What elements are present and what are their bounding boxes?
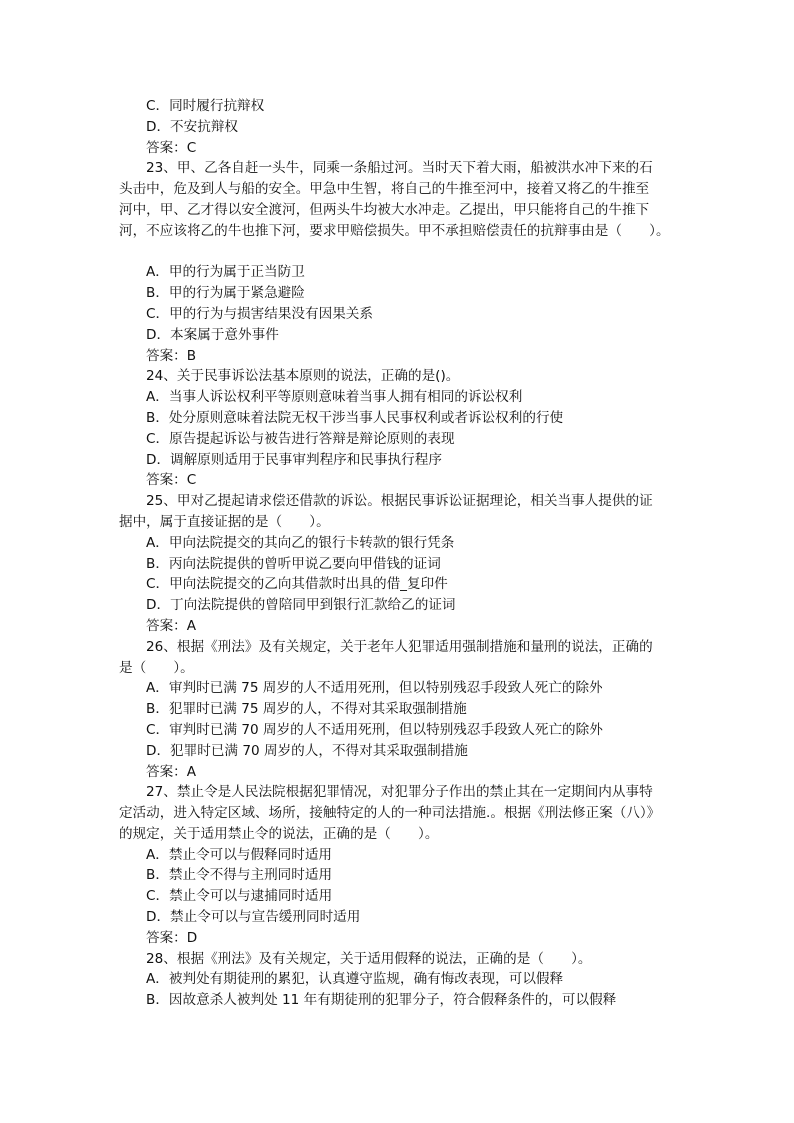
option-c: C．甲向法院提交的乙向其借款时出具的借_复印件 — [146, 576, 448, 593]
option-c: C．同时履行抗辩权 — [146, 98, 265, 114]
option-c: C．禁止令可以与逮捕同时适用 — [146, 888, 333, 905]
question-stem: 的规定，关于适用禁止令的说法，正确的是（ ）。 — [119, 825, 439, 842]
question-stem: 据中，属于直接证据的是（ ）。 — [119, 513, 330, 530]
option-a: A．当事人诉讼权利平等原则意味着当事人拥有相同的诉讼权利 — [146, 389, 523, 406]
question-stem: 定活动，进入特定区域、场所，接触特定的人的一种司法措施.。根据《刑法修正案（八）》 — [119, 805, 661, 822]
answer: 答案：A — [146, 617, 197, 634]
option-a: A．甲向法院提交的其向乙的银行卡转款的银行凭条 — [146, 534, 455, 551]
question-stem: 头击中，危及到人与船的安全。甲急中生智，将自己的牛推至河中，接着又将乙的牛推至 — [119, 181, 650, 198]
question-stem: 河中，甲、乙才得以安全渡河，但两头牛均被大水冲走。乙提出，甲只能将自己的牛推下 — [119, 201, 650, 218]
option-b: B．丙向法院提供的曾听甲说乙要向甲借钱的证词 — [146, 555, 441, 572]
document-page — [119, 96, 689, 1011]
option-a: A．审判时已满 75 周岁的人不适用死刑，但以特别残忍手段致人死亡的除外 — [146, 680, 603, 697]
option-d: D．本案属于意外事件 — [146, 326, 279, 343]
answer: 答案：A — [146, 763, 197, 780]
option-b: B．处分原则意味着法院无权干涉当事人民事权利或者诉讼权利的行使 — [146, 409, 564, 426]
question-25 — [119, 491, 689, 637]
question-stem: 25、甲对乙提起请求偿还借款的诉讼。根据民事诉讼证据理论，相关当事人提供的证 — [146, 493, 653, 510]
option-a: A．禁止令可以与假释同时适用 — [146, 846, 333, 863]
question-26 — [119, 637, 689, 783]
option-b: B．禁止令不得与主刑同时适用 — [146, 867, 333, 884]
option-d: D．禁止令可以与宣告缓刑同时适用 — [146, 909, 361, 926]
answer: 答案：D — [146, 929, 198, 946]
option-b: B．甲的行为属于紧急避险 — [146, 285, 305, 302]
question-22-tail — [119, 96, 689, 158]
option-c: C．原告提起诉讼与被告进行答辩是辩论原则的表现 — [146, 430, 455, 447]
question-28 — [119, 949, 689, 1011]
question-stem: 是（ ）。 — [119, 659, 194, 676]
question-23 — [119, 158, 689, 366]
question-stem: 28、根据《刑法》及有关规定，关于适用假释的说法，正确的是（ ）。 — [146, 950, 592, 967]
question-stem: 24、关于民事诉讼法基本原则的说法，正确的是()。 — [146, 368, 460, 385]
option-a: A．甲的行为属于正当防卫 — [146, 264, 305, 281]
question-24 — [119, 366, 689, 491]
option-c: C．审判时已满 70 周岁的人不适用死刑，但以特别残忍手段致人死亡的除外 — [146, 721, 603, 738]
option-b: B．因故意杀人被判处 11 年有期徒刑的犯罪分子，符合假释条件的，可以假释 — [146, 992, 617, 1009]
answer: 答案：C — [146, 139, 197, 156]
question-27 — [119, 782, 689, 948]
question-stem: 27、禁止令是人民法院根据犯罪情况，对犯罪分子作出的禁止其在一定期间内从事特 — [146, 784, 653, 801]
option-a: A．被判处有期徒刑的累犯，认真遵守监规，确有悔改表现，可以假释 — [146, 971, 564, 988]
question-stem: 河，不应该将乙的牛也推下河，要求甲赔偿损失。甲不承担赔偿责任的抗辩事由是（ ）。 — [119, 222, 670, 239]
question-stem: 23、甲、乙各自赶一头牛，同乘一条船过河。当时天下着大雨，船被洪水冲下来的石 — [146, 160, 653, 177]
option-d: D．丁向法院提供的曾陪同甲到银行汇款给乙的证词 — [146, 597, 456, 614]
answer: 答案：C — [146, 472, 197, 489]
option-d: D．调解原则适用于民事审判程序和民事执行程序 — [146, 451, 442, 468]
answer: 答案：B — [146, 347, 197, 364]
option-c: C．甲的行为与损害结果没有因果关系 — [146, 305, 373, 322]
option-b: B．犯罪时已满 75 周岁的人，不得对其采取强制措施 — [146, 701, 467, 718]
blank-line — [119, 242, 689, 263]
option-d: D．犯罪时已满 70 周岁的人，不得对其采取强制措施 — [146, 742, 468, 759]
question-stem: 26、根据《刑法》及有关规定，关于老年人犯罪适用强制措施和量刑的说法，正确的 — [146, 638, 653, 655]
option-d: D．不安抗辩权 — [146, 118, 239, 135]
